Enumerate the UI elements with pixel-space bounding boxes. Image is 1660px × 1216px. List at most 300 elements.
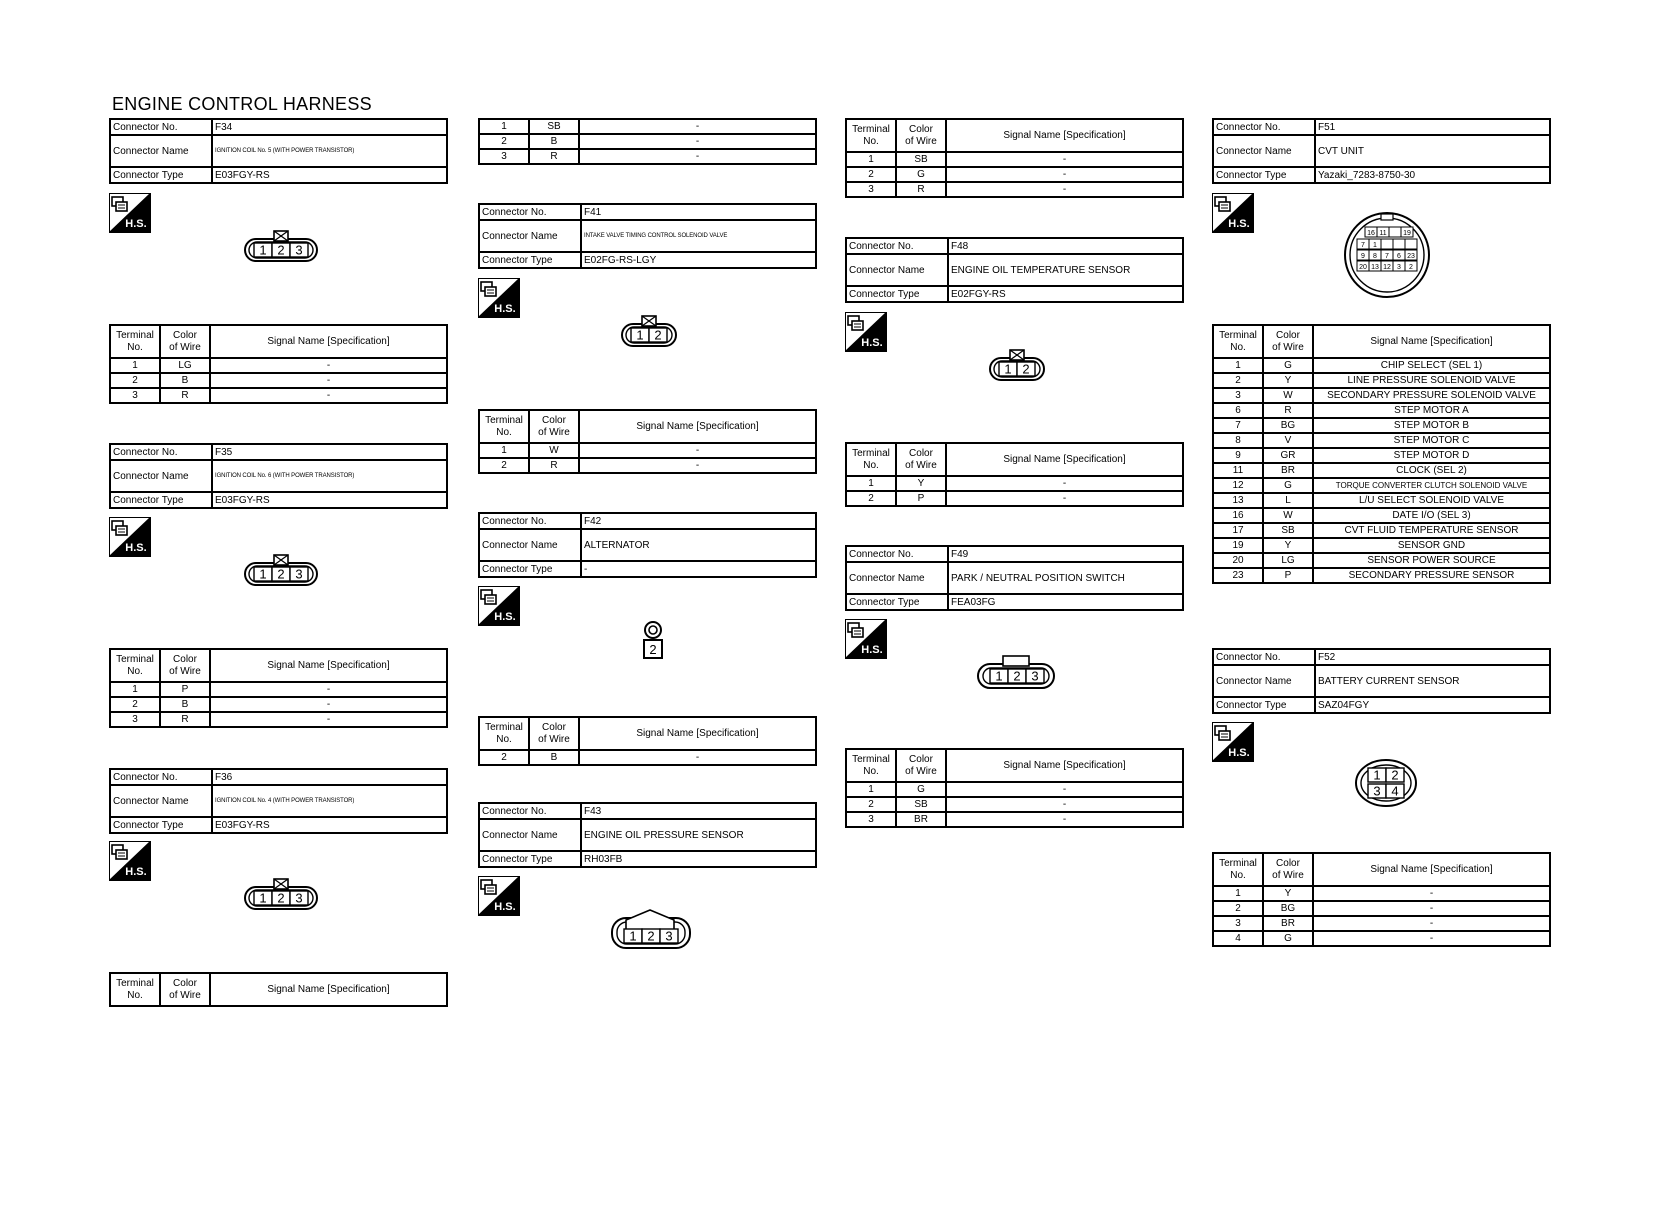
color-of-wire-header: Color of Wire bbox=[896, 749, 946, 782]
terminal-no-header: Terminal No. bbox=[1213, 325, 1263, 358]
wire-color-cell: G bbox=[896, 782, 946, 797]
terminal-no-cell: 2 bbox=[1213, 373, 1263, 388]
terminal-no-cell: 1 bbox=[110, 358, 160, 373]
terminal-no-cell: 1 bbox=[110, 682, 160, 697]
wire-color-cell: SB bbox=[529, 119, 579, 134]
terminal-table-f49 bbox=[845, 748, 1184, 828]
wire-color-cell: B bbox=[529, 750, 579, 765]
wire-color-cell: R bbox=[160, 712, 210, 727]
hs-label: H.S. bbox=[125, 866, 147, 878]
wire-color-cell: R bbox=[529, 149, 579, 164]
table-row bbox=[1213, 553, 1550, 568]
wire-color-cell: W bbox=[1263, 388, 1313, 403]
connector-type-label: Connector Type bbox=[479, 252, 581, 268]
signal-name-header: Signal Name [Specification] bbox=[210, 649, 447, 682]
signal-name-cell: - bbox=[579, 119, 816, 134]
terminal-no-cell: 2 bbox=[479, 750, 529, 765]
signal-name-cell: CHIP SELECT (SEL 1) bbox=[1313, 358, 1550, 373]
terminal-no-header: Terminal No. bbox=[110, 649, 160, 682]
harness-side-icon bbox=[112, 521, 127, 535]
connector-f35-icon bbox=[243, 553, 323, 589]
table-row bbox=[846, 152, 1183, 167]
pin-number: 2 bbox=[1409, 264, 1413, 271]
hs-icon bbox=[1212, 193, 1254, 233]
connector-type-label: Connector Type bbox=[1213, 697, 1315, 713]
terminal-no-cell: 2 bbox=[479, 458, 529, 473]
wire-color-cell: P bbox=[160, 682, 210, 697]
terminal-no-cell: 3 bbox=[110, 712, 160, 727]
signal-name-cell: - bbox=[1313, 931, 1550, 946]
connector-name-label: Connector Name bbox=[479, 819, 581, 851]
terminal-no-cell: 1 bbox=[846, 152, 896, 167]
color-of-wire-header: Color of Wire bbox=[529, 410, 579, 443]
connector-info-f52 bbox=[1212, 648, 1551, 714]
pin-number: 7 bbox=[1385, 253, 1389, 260]
pin-number: 1 bbox=[1373, 767, 1381, 783]
connector-type-value: - bbox=[581, 561, 816, 577]
signal-name-cell: CVT FLUID TEMPERATURE SENSOR bbox=[1313, 523, 1550, 538]
connector-name-label: Connector Name bbox=[1213, 135, 1315, 167]
wire-color-cell: Y bbox=[1263, 886, 1313, 901]
connector-no-label: Connector No. bbox=[846, 546, 948, 562]
table-row bbox=[1213, 433, 1550, 448]
wire-color-cell: V bbox=[1263, 433, 1313, 448]
pin-number: 3 bbox=[665, 928, 673, 944]
wire-color-cell: P bbox=[896, 491, 946, 506]
connector-info-f34 bbox=[109, 118, 448, 184]
table-row bbox=[1213, 568, 1550, 583]
connector-info-f42 bbox=[478, 512, 817, 578]
harness-side-icon bbox=[481, 880, 496, 894]
pin-number: 3 bbox=[1031, 668, 1039, 684]
connector-name-label: Connector Name bbox=[110, 135, 212, 167]
table-row bbox=[1213, 886, 1550, 901]
harness-side-icon bbox=[112, 845, 127, 859]
signal-name-cell: TORQUE CONVERTER CLUTCH SOLENOID VALVE bbox=[1313, 478, 1550, 493]
connector-no-value: F49 bbox=[948, 546, 1183, 562]
signal-name-cell: DATE I/O (SEL 3) bbox=[1313, 508, 1550, 523]
terminal-no-header: Terminal No. bbox=[479, 410, 529, 443]
signal-name-cell: - bbox=[946, 491, 1183, 506]
table-row bbox=[1213, 403, 1550, 418]
pin-number: 7 bbox=[1361, 242, 1365, 249]
terminal-no-cell: 2 bbox=[110, 373, 160, 388]
wire-color-cell: SB bbox=[1263, 523, 1313, 538]
wire-color-cell: W bbox=[1263, 508, 1313, 523]
connector-name-label: Connector Name bbox=[110, 460, 212, 492]
connector-no-label: Connector No. bbox=[110, 444, 212, 460]
pin-number: 23 bbox=[1407, 253, 1415, 260]
terminal-no-cell: 20 bbox=[1213, 553, 1263, 568]
harness-side-icon bbox=[481, 590, 496, 604]
harness-side-icon bbox=[1215, 726, 1230, 740]
connector-no-value: F43 bbox=[581, 803, 816, 819]
table-row bbox=[110, 712, 447, 727]
wire-color-cell: G bbox=[1263, 931, 1313, 946]
wire-color-cell: B bbox=[160, 697, 210, 712]
pin-number: 2 bbox=[277, 566, 285, 582]
terminal-no-cell: 3 bbox=[479, 149, 529, 164]
connector-info-f48 bbox=[845, 237, 1184, 303]
signal-name-header: Signal Name [Specification] bbox=[946, 749, 1183, 782]
terminal-no-cell: 9 bbox=[1213, 448, 1263, 463]
hs-icon bbox=[109, 841, 151, 881]
terminal-no-cell: 1 bbox=[479, 119, 529, 134]
harness-side-icon bbox=[481, 282, 496, 296]
wire-color-cell: Y bbox=[896, 476, 946, 491]
signal-name-cell: STEP MOTOR C bbox=[1313, 433, 1550, 448]
signal-name-cell: SECONDARY PRESSURE SOLENOID VALVE bbox=[1313, 388, 1550, 403]
terminal-no-cell: 3 bbox=[1213, 916, 1263, 931]
terminal-no-cell: 6 bbox=[1213, 403, 1263, 418]
signal-name-cell: - bbox=[579, 750, 816, 765]
connector-info-table bbox=[845, 545, 1184, 611]
pin-number: 1 bbox=[1004, 361, 1012, 377]
connector-type-value: E03FGY-RS bbox=[212, 492, 447, 508]
pin-number: 1 bbox=[995, 668, 1003, 684]
connector-type-label: Connector Type bbox=[1213, 167, 1315, 183]
table-row bbox=[846, 812, 1183, 827]
terminal-table-f34 bbox=[109, 324, 448, 404]
table-row bbox=[1213, 448, 1550, 463]
pin-number: 20 bbox=[1359, 264, 1367, 271]
connector-no-value: F48 bbox=[948, 238, 1183, 254]
harness-side-icon bbox=[112, 197, 127, 211]
connector-no-label: Connector No. bbox=[110, 769, 212, 785]
signal-name-cell: - bbox=[210, 358, 447, 373]
page-title: ENGINE CONTROL HARNESS bbox=[112, 94, 372, 114]
terminal-no-header: Terminal No. bbox=[110, 325, 160, 358]
hs-label: H.S. bbox=[861, 644, 883, 656]
wire-color-cell: Y bbox=[1263, 538, 1313, 553]
hs-icon bbox=[478, 278, 520, 318]
connector-f48-icon bbox=[988, 348, 1052, 384]
connector-no-label: Connector No. bbox=[1213, 119, 1315, 135]
signal-name-cell: - bbox=[579, 149, 816, 164]
wire-color-cell: BR bbox=[1263, 463, 1313, 478]
signal-name-header: Signal Name [Specification] bbox=[210, 973, 447, 1006]
connector-info-f35 bbox=[109, 443, 448, 509]
terminal-table-f36-continued bbox=[478, 118, 817, 165]
signal-name-cell: STEP MOTOR B bbox=[1313, 418, 1550, 433]
harness-side-icon bbox=[848, 316, 863, 330]
pin-number: 19 bbox=[1403, 230, 1411, 237]
connector-name-label: Connector Name bbox=[479, 220, 581, 252]
table-row bbox=[1213, 901, 1550, 916]
connector-no-value: F42 bbox=[581, 513, 816, 529]
terminal-no-header: Terminal No. bbox=[846, 443, 896, 476]
wire-color-cell: LG bbox=[1263, 553, 1313, 568]
color-of-wire-header: Color of Wire bbox=[529, 717, 579, 750]
terminal-table-f42 bbox=[478, 716, 817, 766]
signal-name-cell: - bbox=[946, 797, 1183, 812]
connector-no-label: Connector No. bbox=[1213, 649, 1315, 665]
connector-type-label: Connector Type bbox=[479, 561, 581, 577]
table-row bbox=[479, 119, 816, 134]
terminal-no-cell: 16 bbox=[1213, 508, 1263, 523]
wire-color-cell: Y bbox=[1263, 373, 1313, 388]
signal-name-cell: - bbox=[1313, 901, 1550, 916]
terminal-no-header: Terminal No. bbox=[1213, 853, 1263, 886]
connector-f41-icon bbox=[620, 314, 684, 350]
terminal-no-cell: 1 bbox=[479, 443, 529, 458]
signal-name-header: Signal Name [Specification] bbox=[1313, 325, 1550, 358]
wire-color-cell: R bbox=[160, 388, 210, 403]
terminal-no-header: Terminal No. bbox=[110, 973, 160, 1006]
signal-name-header: Signal Name [Specification] bbox=[579, 717, 816, 750]
table-row bbox=[846, 782, 1183, 797]
table-row bbox=[1213, 358, 1550, 373]
pin-number: 1 bbox=[1373, 242, 1377, 249]
terminal-no-cell: 3 bbox=[1213, 388, 1263, 403]
connector-name-value: IGNITION COIL No. 5 (WITH POWER TRANSISTOR) bbox=[212, 135, 447, 167]
color-of-wire-header: Color of Wire bbox=[1263, 325, 1313, 358]
terminal-no-cell: 1 bbox=[1213, 886, 1263, 901]
pin-number: 3 bbox=[295, 242, 303, 258]
wire-color-cell: BR bbox=[1263, 916, 1313, 931]
table-row bbox=[1213, 418, 1550, 433]
connector-type-label: Connector Type bbox=[110, 817, 212, 833]
connector-info-table bbox=[1212, 648, 1551, 714]
terminal-table bbox=[845, 442, 1184, 507]
table-row bbox=[479, 443, 816, 458]
hs-label: H.S. bbox=[494, 901, 516, 913]
signal-name-cell: - bbox=[946, 782, 1183, 797]
connector-name-label: Connector Name bbox=[479, 529, 581, 561]
signal-name-cell: SENSOR GND bbox=[1313, 538, 1550, 553]
hs-label: H.S. bbox=[1228, 747, 1250, 759]
table-row bbox=[479, 149, 816, 164]
color-of-wire-header: Color of Wire bbox=[160, 325, 210, 358]
table-row bbox=[110, 388, 447, 403]
signal-name-cell: - bbox=[1313, 886, 1550, 901]
connector-name-value: ENGINE OIL TEMPERATURE SENSOR bbox=[948, 254, 1183, 286]
terminal-table bbox=[845, 118, 1184, 198]
connector-info-f43 bbox=[478, 802, 817, 868]
pin-number: 11 bbox=[1379, 230, 1387, 237]
terminal-no-cell: 2 bbox=[846, 491, 896, 506]
color-of-wire-header: Color of Wire bbox=[896, 119, 946, 152]
connector-name-label: Connector Name bbox=[110, 785, 212, 817]
table-row bbox=[1213, 916, 1550, 931]
terminal-no-cell: 1 bbox=[846, 476, 896, 491]
table-row bbox=[110, 697, 447, 712]
hs-icon bbox=[478, 586, 520, 626]
terminal-no-header: Terminal No. bbox=[846, 119, 896, 152]
terminal-no-cell: 17 bbox=[1213, 523, 1263, 538]
table-row bbox=[1213, 493, 1550, 508]
wire-color-cell: W bbox=[529, 443, 579, 458]
connector-f52-icon bbox=[1353, 758, 1419, 808]
connector-f51-icon bbox=[1337, 210, 1437, 300]
connector-no-label: Connector No. bbox=[479, 204, 581, 220]
signal-name-header: Signal Name [Specification] bbox=[579, 410, 816, 443]
connector-info-table bbox=[109, 768, 448, 834]
terminal-table bbox=[1212, 324, 1551, 584]
signal-name-cell: - bbox=[946, 476, 1183, 491]
terminal-no-cell: 23 bbox=[1213, 568, 1263, 583]
table-row bbox=[1213, 523, 1550, 538]
pin-number: 1 bbox=[259, 242, 267, 258]
pin-number: 2 bbox=[647, 928, 655, 944]
terminal-table bbox=[109, 324, 448, 404]
connector-info-table bbox=[845, 237, 1184, 303]
connector-info-f41 bbox=[478, 203, 817, 269]
signal-name-cell: - bbox=[210, 388, 447, 403]
connector-info-table bbox=[478, 203, 817, 269]
hs-label: H.S. bbox=[125, 218, 147, 230]
terminal-table-f35 bbox=[109, 648, 448, 728]
hs-icon bbox=[845, 619, 887, 659]
connector-info-f49 bbox=[845, 545, 1184, 611]
wire-color-cell: BG bbox=[1263, 901, 1313, 916]
terminal-no-header: Terminal No. bbox=[846, 749, 896, 782]
terminal-no-cell: 12 bbox=[1213, 478, 1263, 493]
pin-number: 12 bbox=[1383, 264, 1391, 271]
pin-number: 1 bbox=[629, 928, 637, 944]
wire-color-cell: BG bbox=[1263, 418, 1313, 433]
connector-info-table bbox=[478, 802, 817, 868]
hs-label: H.S. bbox=[494, 303, 516, 315]
signal-name-cell: CLOCK (SEL 2) bbox=[1313, 463, 1550, 478]
wire-color-cell: R bbox=[529, 458, 579, 473]
wire-color-cell: R bbox=[1263, 403, 1313, 418]
wire-color-cell: LG bbox=[160, 358, 210, 373]
pin-number: 13 bbox=[1371, 264, 1379, 271]
terminal-table-f48 bbox=[845, 442, 1184, 507]
terminal-no-header: Terminal No. bbox=[479, 717, 529, 750]
signal-name-cell: L/U SELECT SOLENOID VALVE bbox=[1313, 493, 1550, 508]
table-row bbox=[846, 167, 1183, 182]
terminal-table-f36 bbox=[109, 972, 448, 1007]
wire-color-cell: R bbox=[896, 182, 946, 197]
pin-number: 3 bbox=[295, 890, 303, 906]
connector-type-label: Connector Type bbox=[846, 286, 948, 302]
terminal-table bbox=[478, 716, 817, 766]
connector-type-label: Connector Type bbox=[110, 167, 212, 183]
signal-name-cell: LINE PRESSURE SOLENOID VALVE bbox=[1313, 373, 1550, 388]
terminal-table-f52 bbox=[1212, 852, 1551, 947]
connector-no-value: F51 bbox=[1315, 119, 1550, 135]
pin-number: 2 bbox=[1022, 361, 1030, 377]
signal-name-cell: STEP MOTOR D bbox=[1313, 448, 1550, 463]
connector-info-table bbox=[109, 118, 448, 184]
connector-no-label: Connector No. bbox=[110, 119, 212, 135]
connector-type-label: Connector Type bbox=[110, 492, 212, 508]
connector-name-label: Connector Name bbox=[846, 562, 948, 594]
color-of-wire-header: Color of Wire bbox=[160, 973, 210, 1006]
pin-number: 3 bbox=[295, 566, 303, 582]
wire-color-cell: SB bbox=[896, 152, 946, 167]
table-row bbox=[479, 134, 816, 149]
connector-no-value: F41 bbox=[581, 204, 816, 220]
signal-name-header: Signal Name [Specification] bbox=[1313, 853, 1550, 886]
terminal-table bbox=[845, 748, 1184, 828]
pin-number: 2 bbox=[1391, 767, 1399, 783]
signal-name-cell: - bbox=[210, 712, 447, 727]
pin-number: 2 bbox=[277, 890, 285, 906]
connector-name-value: ENGINE OIL PRESSURE SENSOR bbox=[581, 819, 816, 851]
table-row bbox=[110, 682, 447, 697]
terminal-no-cell: 13 bbox=[1213, 493, 1263, 508]
connector-type-value: Yazaki_7283-8750-30 bbox=[1315, 167, 1550, 183]
terminal-table-f43 bbox=[845, 118, 1184, 198]
table-row bbox=[1213, 538, 1550, 553]
terminal-table bbox=[478, 409, 817, 474]
hs-label: H.S. bbox=[494, 611, 516, 623]
table-row bbox=[1213, 508, 1550, 523]
connector-type-value: RH03FB bbox=[581, 851, 816, 867]
table-row bbox=[846, 491, 1183, 506]
connector-name-value: PARK / NEUTRAL POSITION SWITCH bbox=[948, 562, 1183, 594]
pin-number: 1 bbox=[636, 327, 644, 343]
wire-color-cell: G bbox=[1263, 358, 1313, 373]
terminal-table bbox=[478, 118, 817, 165]
terminal-no-cell: 8 bbox=[1213, 433, 1263, 448]
table-row bbox=[846, 797, 1183, 812]
connector-type-value: E03FGY-RS bbox=[212, 817, 447, 833]
terminal-table-f41 bbox=[478, 409, 817, 474]
wire-color-cell: P bbox=[1263, 568, 1313, 583]
hs-icon bbox=[845, 312, 887, 352]
terminal-no-cell: 3 bbox=[846, 182, 896, 197]
connector-name-label: Connector Name bbox=[846, 254, 948, 286]
connector-f49-icon bbox=[976, 654, 1060, 696]
table-row bbox=[846, 182, 1183, 197]
table-row bbox=[479, 750, 816, 765]
terminal-table bbox=[1212, 852, 1551, 947]
terminal-no-cell: 3 bbox=[846, 812, 896, 827]
connector-type-value: E03FGY-RS bbox=[212, 167, 447, 183]
color-of-wire-header: Color of Wire bbox=[1263, 853, 1313, 886]
pin-number: 2 bbox=[277, 242, 285, 258]
hs-icon bbox=[109, 517, 151, 557]
table-row bbox=[846, 476, 1183, 491]
connector-info-f51 bbox=[1212, 118, 1551, 184]
color-of-wire-header: Color of Wire bbox=[160, 649, 210, 682]
hs-label: H.S. bbox=[1228, 218, 1250, 230]
signal-name-cell: - bbox=[210, 697, 447, 712]
connector-f43-icon bbox=[610, 906, 694, 954]
connector-type-label: Connector Type bbox=[479, 851, 581, 867]
table-row bbox=[1213, 388, 1550, 403]
hs-icon bbox=[109, 193, 151, 233]
signal-name-cell: - bbox=[210, 682, 447, 697]
connector-no-value: F36 bbox=[212, 769, 447, 785]
connector-name-value: BATTERY CURRENT SENSOR bbox=[1315, 665, 1550, 697]
connector-type-value: E02FG-RS-LGY bbox=[581, 252, 816, 268]
pin-number: 6 bbox=[1397, 253, 1401, 260]
signal-name-header: Signal Name [Specification] bbox=[946, 443, 1183, 476]
wire-color-cell: GR bbox=[1263, 448, 1313, 463]
terminal-table bbox=[109, 972, 448, 1007]
pin-number: 16 bbox=[1367, 230, 1375, 237]
connector-name-value: IGNITION COIL No. 4 (WITH POWER TRANSISTOR) bbox=[212, 785, 447, 817]
terminal-table-f51 bbox=[1212, 324, 1551, 584]
table-row bbox=[1213, 478, 1550, 493]
connector-no-value: F34 bbox=[212, 119, 447, 135]
connector-info-f36 bbox=[109, 768, 448, 834]
connector-type-value: SAZ04FGY bbox=[1315, 697, 1550, 713]
signal-name-cell: SENSOR POWER SOURCE bbox=[1313, 553, 1550, 568]
connector-info-table bbox=[478, 512, 817, 578]
connector-name-value: INTAKE VALVE TIMING CONTROL SOLENOID VALVE bbox=[581, 220, 816, 252]
terminal-no-cell: 2 bbox=[1213, 901, 1263, 916]
connector-type-label: Connector Type bbox=[846, 594, 948, 610]
signal-name-cell: - bbox=[946, 152, 1183, 167]
connector-name-value: ALTERNATOR bbox=[581, 529, 816, 561]
signal-name-cell: - bbox=[210, 373, 447, 388]
